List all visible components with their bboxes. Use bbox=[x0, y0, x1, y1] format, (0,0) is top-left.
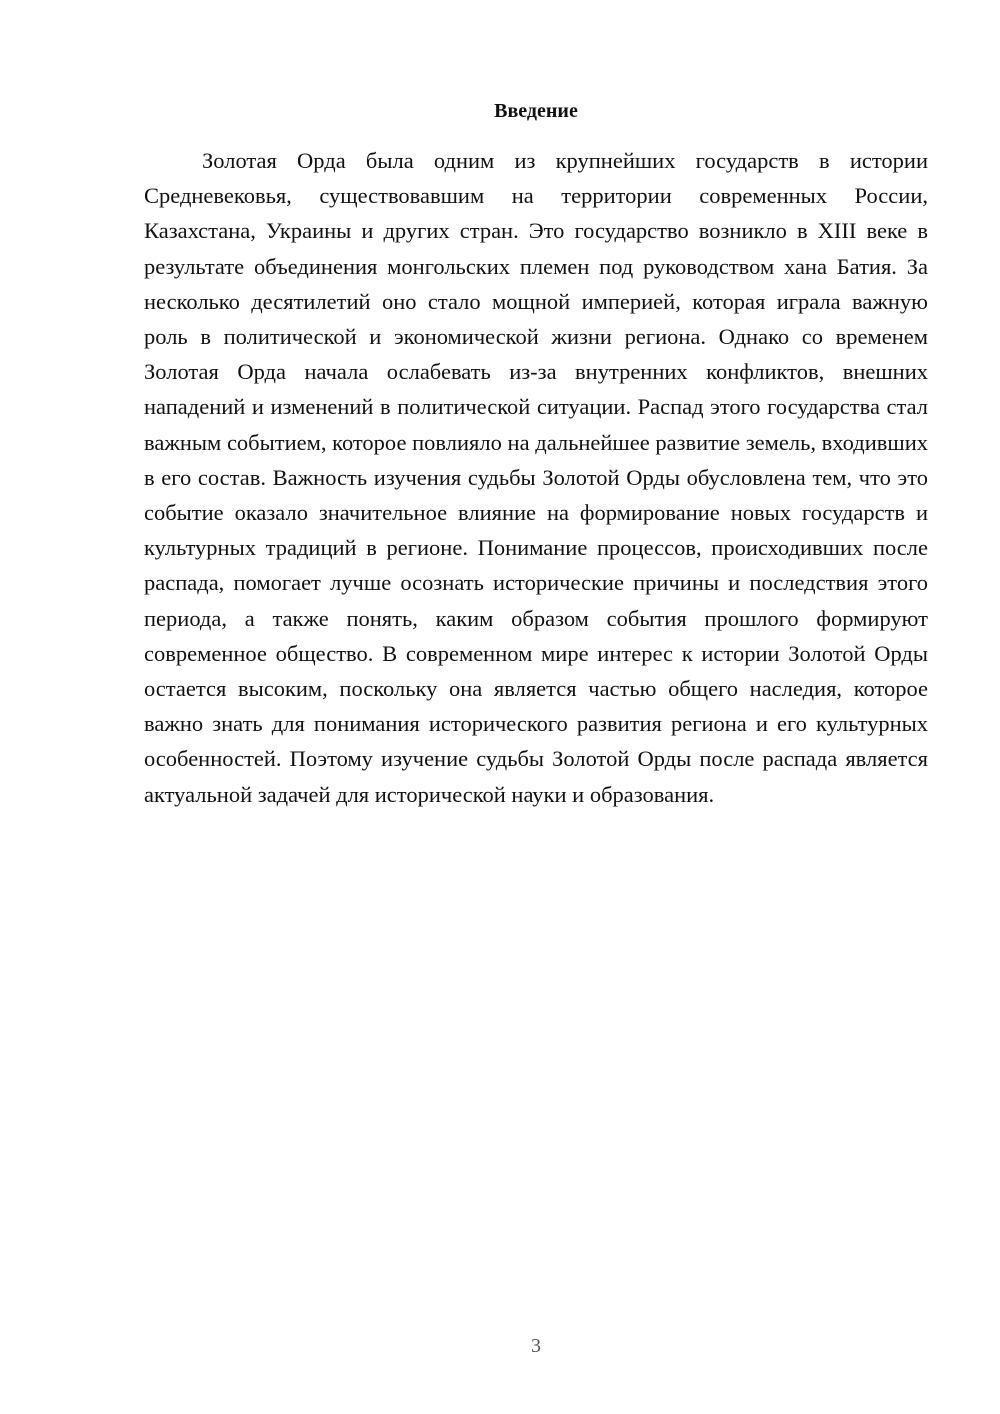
section-heading: Введение bbox=[494, 100, 578, 122]
page-number: 3 bbox=[531, 1335, 541, 1357]
body-paragraph: Золотая Орда была одним из крупнейших государств в истории Средневековья, существовавшим на территории современных России, Казахстана, Украины и других стран. Это государство возникло в XIII веке в результате объединения монгольских племен под руководством хана Батия. За несколько десятилетий оно стало мощной империей, которая играла важную роль в политической и экономической жизни региона. Однако со временем Золотая Орда начала ослабевать из-за внутренних конфликтов, внешних нападений и изменений в политической ситуации. Распад этого государства стал важным событием, которое повлияло на дальнейшее развитие земель, входивших в его состав. Важность изучения судьбы Золотой Орды обусловлена тем, что это событие оказало значительное влияние на формирование новых государств и культурных традиций в регионе. Понимание процессов, происходивших после распада, помогает лучше осознать исторические причины и последствия этого периода, а также понять, каким образом события прошлого формируют современное общество. В современном мире интерес к истории Золотой Орды остается высоким, поскольку она является частью общего наследия, которое важно знать для понимания исторического развития региона и его культурных особенностей. Поэтому изучение судьбы Золотой Орды после распада является актуальной задачей для исторической науки и образования. bbox=[144, 148, 928, 807]
